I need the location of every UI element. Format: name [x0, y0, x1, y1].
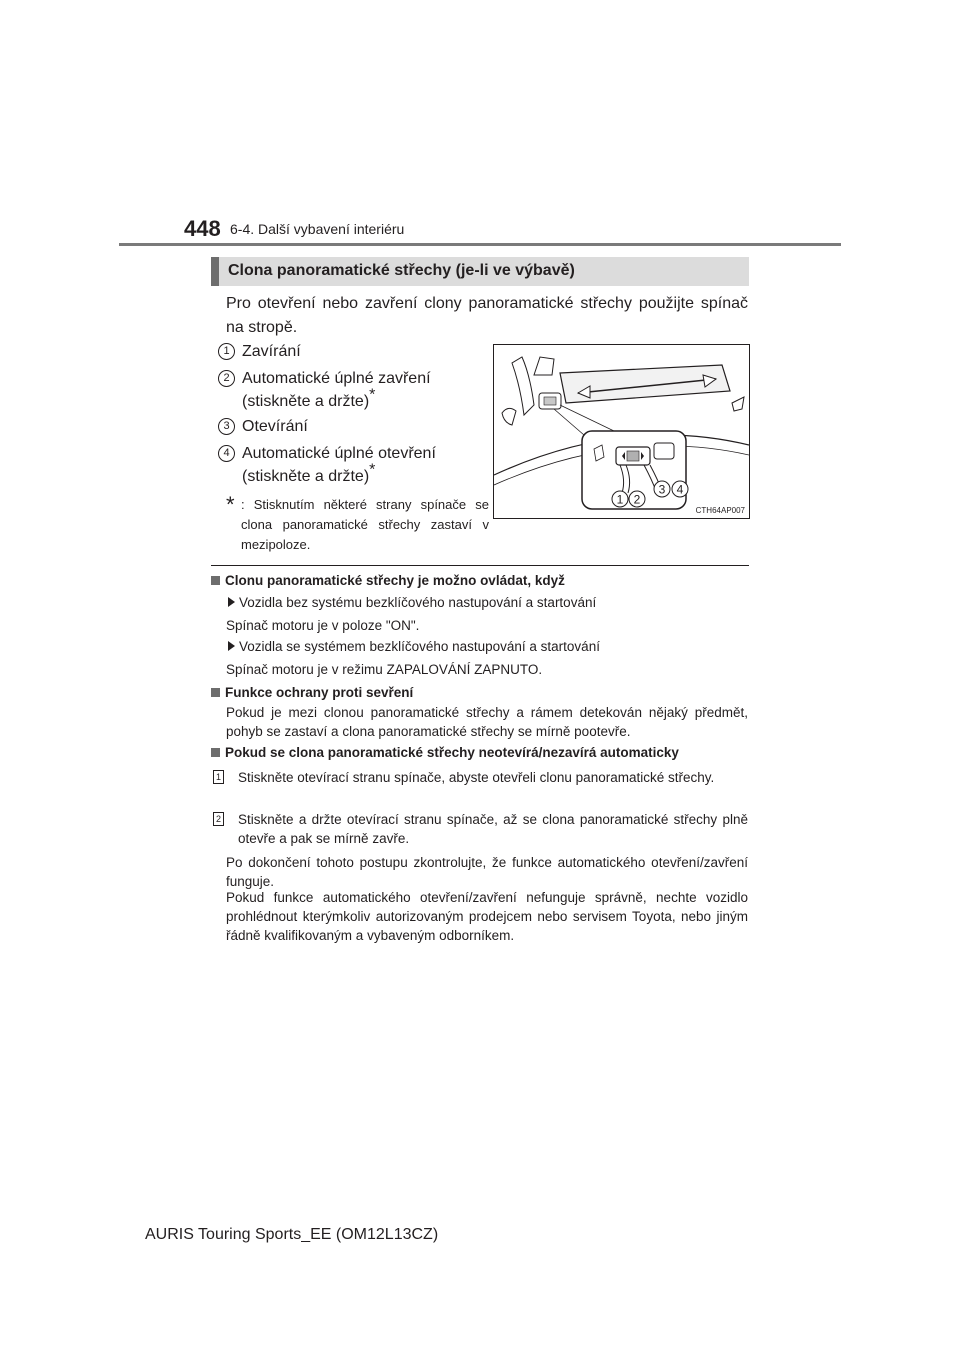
callout-4 — [672, 481, 688, 497]
triangle-bullet-icon — [228, 641, 235, 651]
item-label: Automatické úplné zavření (stiskněte a držte) — [242, 370, 431, 410]
roof-switch-illustration — [493, 344, 750, 519]
footnote-marker: * — [226, 492, 235, 517]
note-heading-jam: Funkce ochrany proti sevření — [211, 683, 413, 702]
intro-text: Pro otevření nebo zavření clony panoramatické střechy použijte spínač na stropě. — [226, 295, 748, 336]
figure-code: CTH64AP007 — [695, 506, 745, 515]
item-number: 4 — [218, 445, 235, 462]
item-close — [218, 340, 488, 364]
item-number: 2 — [218, 370, 235, 387]
after-check-text: Po dokončení tohoto postupu zkontrolujte, že funkce automatického otevření/zavření funguje. — [226, 855, 748, 889]
case-with-smart-key-text: Spínač motoru je v režimu ZAPALOVÁNÍ ZAPNUTO. — [226, 662, 543, 677]
item-auto-close — [218, 367, 488, 415]
item-number: 3 — [218, 418, 235, 435]
note-heading-operable: Clonu panoramatické střechy je možno ovládat, když — [211, 571, 565, 590]
triangle-bullet-icon — [228, 597, 235, 607]
after-service-text: Pokud funkce automatického otevření/zavření nefunguje správně, nechte vozidlo prohlédnout kterýmkoliv autorizovaným prodejcem nebo servisem Toyota, nebo jiným řádně kvalifikovaným a vybaveným odborníkem. — [226, 890, 748, 943]
footnote-text: : Stisknutím některé strany spínače se clona panoramatické střechy zastaví v mezipoloze. — [241, 497, 489, 552]
step-number: 2 — [213, 812, 224, 826]
section-divider — [211, 565, 749, 566]
svg-text:2: 2 — [633, 492, 641, 507]
section-label: 6-4. Další vybavení interiéru — [230, 221, 405, 237]
step-1 — [215, 768, 748, 787]
item-open — [218, 415, 488, 439]
illustration-drawing — [494, 345, 749, 518]
svg-text:4: 4 — [676, 482, 684, 497]
case-without-smart-key-text: Spínač motoru je v poloze "ON". — [226, 618, 420, 633]
header-rule — [119, 243, 841, 246]
note-heading-not-auto: Pokud se clona panoramatické střechy neotevírá/nezavírá automaticky — [211, 743, 679, 762]
title-accent — [211, 257, 219, 286]
item-number: 1 — [218, 343, 235, 360]
step-number: 1 — [213, 770, 224, 784]
page-number: 448 — [184, 216, 221, 241]
bullet-square — [211, 576, 220, 585]
callout-1 — [612, 491, 628, 507]
step-text: Stiskněte a držte otevírací stranu spínače, až se clona panoramatické střechy plně otevře a pak se mírně zavře. — [238, 812, 748, 846]
item-label: Automatické úplné otevření (stiskněte a držte) — [242, 445, 436, 485]
item-auto-open — [218, 442, 488, 490]
step-2 — [215, 810, 748, 848]
case-without-smart-key: Vozidla bez systému bezklíčového nastupování a startování — [228, 593, 596, 612]
footer-model: AURIS Touring Sports_EE (OM12L13CZ) — [145, 1226, 439, 1243]
svg-text:3: 3 — [658, 482, 666, 497]
step-text: Stiskněte otevírací stranu spínače, abyste otevřeli clonu panoramatické střechy. — [238, 770, 715, 785]
section-title-bar — [211, 257, 749, 286]
bullet-square — [211, 688, 220, 697]
asterisk: * — [369, 386, 376, 404]
item-label: Zavírání — [242, 343, 301, 360]
case-with-smart-key: Vozidla se systémem bezklíčového nastupování a startování — [228, 637, 600, 656]
asterisk: * — [369, 461, 376, 479]
jam-text: Pokud je mezi clonou panoramatické střechy a rámem detekován nějaký předmět, pohyb se zastaví a clona panoramatické střechy se mírně pootevře. — [226, 705, 748, 739]
svg-text:1: 1 — [616, 492, 624, 507]
callout-2 — [629, 491, 645, 507]
bullet-square — [211, 748, 220, 757]
section-title: Clona panoramatické střechy (je-li ve výbavě) — [228, 262, 575, 279]
callout-3 — [654, 481, 670, 497]
item-label: Otevírání — [242, 418, 308, 435]
